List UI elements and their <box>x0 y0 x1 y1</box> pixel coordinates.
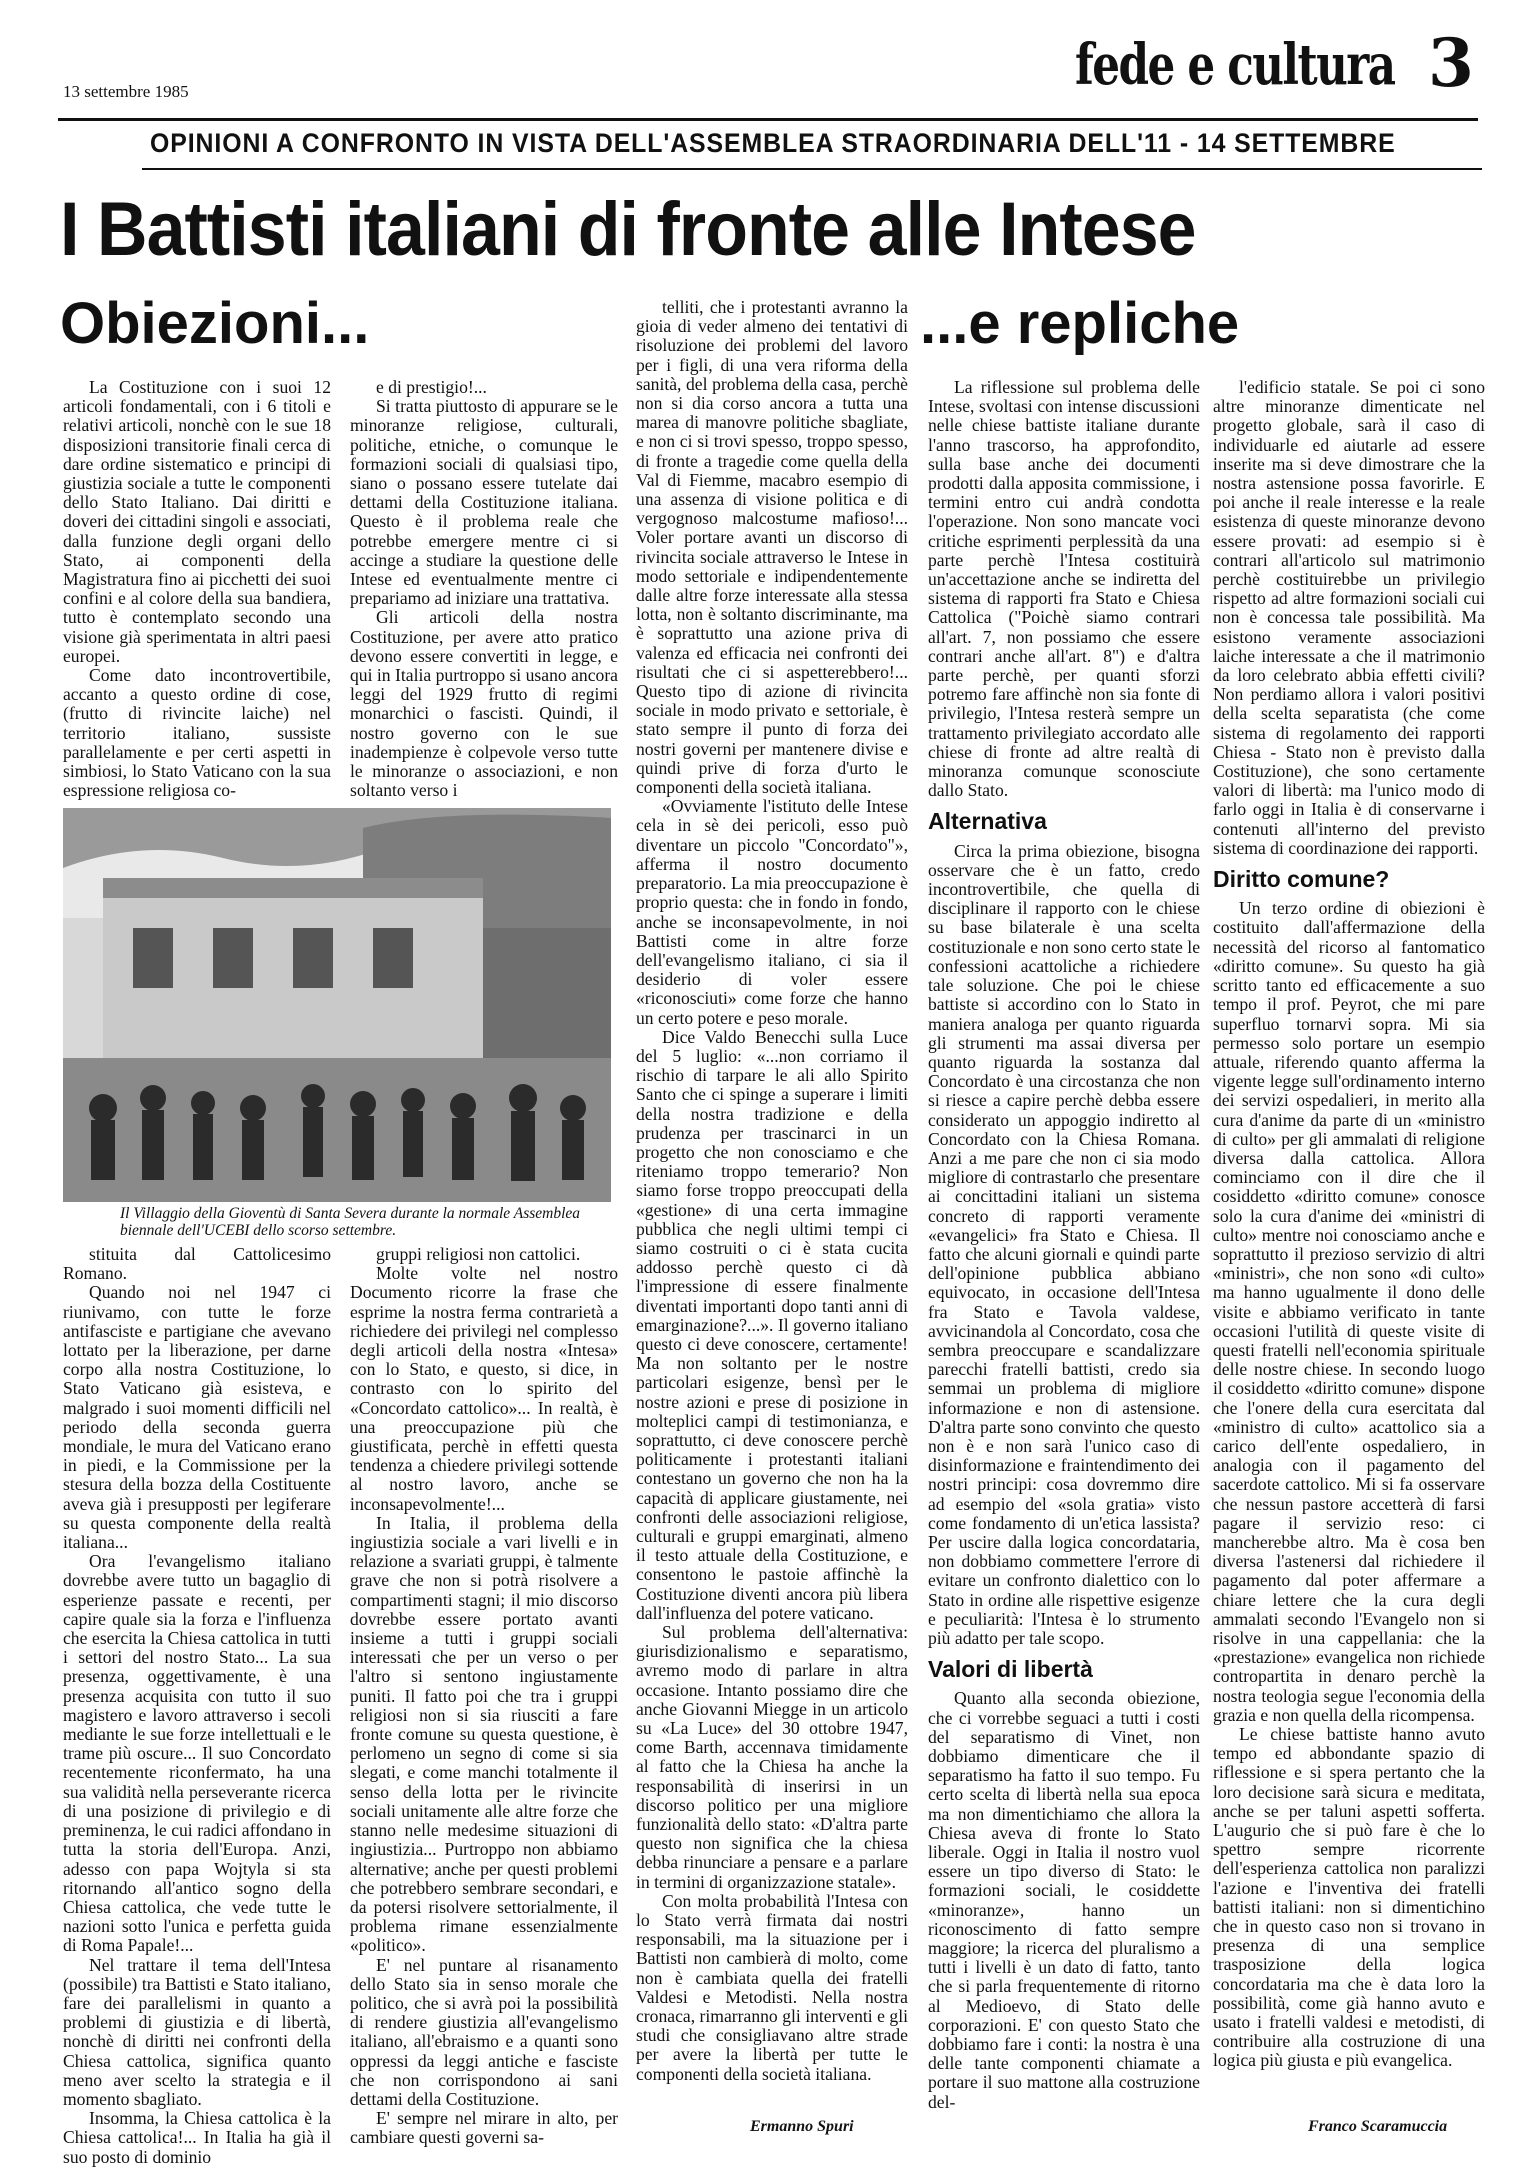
article-right-col5 <box>1213 378 1485 2118</box>
heading-diritto-comune: Diritto comune? <box>1213 866 1390 893</box>
subtitle-obiezioni: Obiezioni... <box>60 291 370 356</box>
article-right-col4 <box>928 378 1200 2158</box>
paragraph: Quanto alla seconda obiezione, che ci vorrebbe seguaci a tutti i costi del separatismo di Vinet, non dobbiamo dimenticare che il separatismo ha fatto il suo tempo. Fu certo scelta di libertà nella sua epoca ma non dimentichiamo che allora la Chiesa aveva di fronte lo Stato liberale. Oggi in Italia il nostro vuol essere un tipo diverso di Stato: le formazioni sociali, le cosiddette «minoranze», hanno un riconoscimento di fatto sempre maggiore; la ricerca del pluralismo a tutti i livelli è un dato di fatto, tanto che si parla frequentemente di ritorno al Medioevo, di Stato delle corporazioni. E' con questo Stato che dobbiamo fare i conti: la nostra è una delle tante componenti chiamate a portare il suo mattone alla costruzione del- <box>928 1688 1200 2112</box>
signature-spuri: Ermanno Spuri <box>750 2118 854 2135</box>
paragraph: Nel trattare il tema dell'Intesa (possibile) tra Battisti e Stato italiano, fare dei parallelismi in quanto a problemi di giustizia e di libertà, nonchè di diritti nei confronti della Chiesa cattolica, significa quanto meno aver scelto la strategia e il momento sbagliato. <box>63 1954 331 2109</box>
photo-caption: Il Villaggio della Gioventù di Santa Severa durante la normale Assemblea biennale dell'UCEBI dello scorso settembre. <box>120 1205 581 1239</box>
paragraph: E' nel puntare al risanamento dello Stato sia in senso morale che politico, che si avrà poi la possibilità di rendere giustizia all'evangelismo italiano, all'ebraismo e a quanti sono oppressi da leggi antiche e fasciste che non corrispondono ai sani dettami della Costituzione. <box>350 1954 618 2109</box>
paragraph: stituita dal Cattolicesimo Romano. <box>63 1244 331 1284</box>
article-left-col1-top <box>63 377 331 801</box>
issue-date: 13 settembre 1985 <box>63 82 189 101</box>
paragraph: Sul problema dell'alternativa: giurisdizionalismo e separatismo, avremo modo di parlare in altra occasione. Intanto possiamo dire che anche Giovanni Miegge in un articolo su «La Luce» del 30 ottobre 1947, come Barth, accennava timidamente al fatto che la Chiesa ha anche la responsabilità di inserirsi in un discorso politico per una migliore funzionalità dello stato: «D'altra parte questo non significa che la chiesa debba rinunciare a pensare e a parlare in termini di organizzazione statale». <box>636 1622 908 1892</box>
paragraph: Un terzo ordine di obiezioni è costituito dall'affermazione della necessità del ricorso al fantomatico «diritto comune». Su questo ha già scritto tanto ed efficacemente a suo tempo il prof. Peyrot, che mi pare superfluo tornarvi sopra. Mi sia permesso solo portare un esempio attuale, riferendo quanto afferma la vigente legge sull'ordinamento interno dei servizi ospedalieri, in merito alla cura d'anime da parte di un «ministro di culto» per gli ammalati di religione diversa dalla cattolica. Allora cominciamo con il dire che il cosiddetto «diritto comune» conosce solo la cura d'anime dei «ministri di culto» mentre noi conosciamo anche e soprattutto il prezioso servizio di altri «ministri», che non sono «di culto» ma hanno ugualmente il dono delle visite e abbiamo verificato in tante occasioni l'utilità di queste visite di questi fratelli nell'economia spirituale delle nostre chiese. In secondo luogo il cosiddetto «diritto comune» dispone che l'onere della cura esercitata dal «ministro di culto» acattolico sia a carico dell'ente ospedaliero, in analogia con il pagamento del sacerdote cattolico. Mi si fa osservare che nessun pastore accetterà di farsi pagare il servizio reso: ci mancherebbe altro. Ma è cosa ben diversa l'astenersi dal richiedere il pagamento dal poter affermare a chiare lettere che la cura degli ammalati secondo l'Evangelo non si risolve in una cappellania: che la «prestazione» evangelica non richiede contropartita in denaro perchè la nostra teologia segue l'economia della grazia e non quella della ricompensa. <box>1213 898 1485 1725</box>
paragraph: «Ovviamente l'istituto delle Intese cela in sè dei pericoli, esso può diventare un piccolo "Concordato"», afferma il nostro documento preparatorio. La mia preoccupazione è proprio questa: che in fondo in fondo, anche se inconsapevolmente, in noi Battisti come in altre forze dell'evangelismo italiano, ci sia il desiderio di voler essere «riconosciuti» come forze che hanno un certo potere e peso morale. <box>636 796 908 1028</box>
paragraph: Insomma, la Chiesa cattolica è la Chiesa cattolica!... In Italia ha già il suo posto di dominio <box>63 2108 331 2167</box>
signature-scaramuccia: Franco Scaramuccia <box>1308 2118 1448 2135</box>
article-left-col2-bottom <box>350 1244 618 2148</box>
paragraph: Quando noi nel 1947 ci riunivamo, con tutte le forze antifasciste e partigiane che avevano lottato per la liberazione, per darne corpo alla nostra Costituzione, lo Stato Vaticano già esisteva, e malgrado i suoi momenti difficili nel periodo della seconda guerra mondiale, le mura del Vaticano erano in piedi, e la Commissione per la stesura della bozza della Costituente aveva già i presupposti per legiferare su questa componente della realtà italiana... <box>63 1282 331 1553</box>
page-number: 3 <box>1428 24 1474 102</box>
photo-youth-village <box>63 808 611 1202</box>
paragraph: l'edificio statale. Se poi ci sono altre minoranze dimenticate nel progetto globale, sarà il caso di individuarle ed aiutarle ad essere inserite ma si deve dimostrare che la nostra astensione possa favorirle. E poi anche il reale interesse e la reale esistenza di queste minoranze devono essere provati: ad esempio si è contrari all'articolo sul matrimonio perchè costituirebbe un privilegio rispetto ad altre formazioni sociali cui non è concessa tale possibilità. Ma esistono veramente associazioni laiche interessate a che il matrimonio da loro celebrato abbia effetti civili? Non perdiamo allora i valori positivi della scelta separatista (che come sistema di regolamento dei rapporti Chiesa - Stato non è previsto dalla Costituzione), che sono certamente valori di libertà: ma l'unico modo di farlo oggi in Italia è di conservarne i contenuti all'interno del previsto sistema di coordinazione dei rapporti. <box>1213 377 1485 858</box>
paragraph: telliti, che i protestanti avranno la gioia di veder almeno dei tentativi di risoluzione dei problemi del lavoro per i figli, di una vera riforma della sanità, del problema della casa, perchè non si dia corso ancora a tutta una marea di manovre politiche sbagliate, e non ci si trovi spesso, troppo spesso, di fronte a tragedie come quella della Val di Fiemme, macabro esempio di una assenza di visione politica e di vergognoso malcostume mafioso!... Voler portare avanti un discorso di rivincita sociale attraverso le Intese in modo settoriale e indipendentemente dalle altre forze interessate alla stessa lotta, non è soltanto discriminante, ma è soprattutto una azione priva di valenza ed efficacia nei confronti dei risultati che ci si aspetterebbero!... Questo tipo di azione di rivincita sociale in modo privato e settoriale, è stato sempre il punto di forza dei nostri governi per mantenere divise e quindi prive di forza d'urto le componenti della società italiana. <box>636 297 908 798</box>
paragraph: gruppi religiosi non cattolici. <box>376 1244 581 1264</box>
paragraph: Molte volte nel nostro Documento ricorre la frase che esprime la nostra ferma contrarietà a richiedere dei privilegi nel complesso degli articoli della nostra «Intesa» con lo Stato, e questo, si dice, in contrasto con lo spirito del «Concordato cattolico»... In realtà, è una preoccupazione più che giustificata, perchè in effetti questa tendenza a chiedere privilegi sottende al nostro lavoro, anche se inconsapevolmente!... <box>350 1263 618 1514</box>
kicker-rule <box>142 168 1482 170</box>
article-left-col1-bottom <box>63 1244 331 2167</box>
headline: I Battisti italiani di fronte alle Intese <box>60 187 1196 272</box>
paragraph: Ora l'evangelismo italiano dovrebbe avere tutto un bagaglio di esperienze passate e recenti, per capire quale sia la forza e l'influenza che esercita la Chiesa cattolica in tutti i settori del nostro Stato... La sua presenza, oggettivamente, è una presenza acquisita con tutto il suo magistero e lavoro attraverso i secoli mediante le sue forze intellettuali e le trame più oscure... Il suo Concordato recentemente riconfermato, ha una sua validità nella perseverante ricerca di una posizione di privilegio e di preminenza, le cui radici affondano in tutta la storia dell'Europa. Anzi, adesso con papa Wojtyla si sta ritornando all'antico sogno della Chiesa cattolica, che vede tutte le nazioni sotto l'unica e perfetta guida di Roma Papale!... <box>63 1551 331 1956</box>
paragraph: E' sempre nel mirare in alto, per cambiare questi governi sa- <box>350 2108 618 2148</box>
paragraph: Le chiese battiste hanno avuto tempo ed abbondante spazio di riflessione e si spera pertanto che la loro decisione sarà sicura e meditata, anche se per taluni aspetti sofferta. L'augurio che si può fare è che lo spettro sempre ricorrente dell'esperienza cattolica non paralizzi l'azione e l'inventiva dei fratelli battisti italiani: non si dimentichino che in questo caso non si trovano in presenza di una semplice trasposizione della logica concordataria ma che è data loro la possibilità, come già hanno avuto e usato i fratelli valdesi e metodisti, di contribuire alla costruzione di una logica più giusta e più evangelica. <box>1213 1724 1485 2071</box>
paragraph: In Italia, il problema della ingiustizia sociale a vari livelli e in relazione a svariati gruppi, è talmente grave che non si potrà risolvere a compartimenti stagni; il mio discorso dovrebbe essere portato avanti insieme a tutti i gruppi sociali interessati che per un verso o per l'altro si sentono ingiustamente puniti. Il fatto poi che tra i gruppi religiosi non si sia riusciti a fare fronte comune su questa questione, è perlomeno un segno di come si sia slegati, e come manchi totalmente il senso della lotta per le rivincite sociali unitamente alle altre forze che stanno nelle medesime situazioni di ingiustizia... Purtroppo non abbiamo alternative; anche per questi problemi che potrebbero sembrare secondari, e da potersi risolvere settorialmente, il problema rimane essenzialmente «politico». <box>350 1512 618 1956</box>
photo-illustration <box>63 808 611 1202</box>
paragraph: Con molta probabilità l'Intesa con lo Stato verrà firmata dai nostri responsabili, ma la situazione per i Battisti non cambierà di molto, come non è cambiata quella dei fratelli Valdesi e Metodisti. Nella nostra cronaca, rimarranno gli interventi e gli studi che consigliavano altre strade per avere la libertà per tutte le componenti della società italiana. <box>636 1890 908 2084</box>
header-rule <box>58 118 1478 121</box>
paragraph: La riflessione sul problema delle Intese, svoltasi con intense discussioni nelle chiese battiste italiane durante l'anno trascorso, ha approfondito, sulla base anche dei documenti prodotti dalla apposita commissione, i termini entro cui andrà condotta l'operazione. Non sono mancate voci critiche esprimenti perplessità da una parte perchè l'Intesa costituirà un'accettazione anche se indiretta del sistema di rapporti fra Stato e Chiesa Cattolica ("Poichè siamo contrari all'art. 7, non possiamo che essere contrari anche all'art. 8") e d'altra parte perchè, per quanti sforzi potremo fare affinchè non sia fonte di privilegio, l'Intesa resterà sempre un trattamento privilegiato accordato alle chiese di fronte ad altre realtà di minoranza comunque sconosciute dallo Stato. <box>928 377 1200 801</box>
paragraph: Gli articoli della nostra Costituzione, per avere atto pratico devono essere convertiti in legge, e qui in Italia purtroppo si usano ancora leggi del 1929 frutto di regimi monarchici o fascisti. Quindi, il nostro governo con le sue inadempienze è colpevole verso tutte le minoranze o associazioni, e non soltanto verso i <box>350 607 618 801</box>
paragraph: Dice Valdo Benecchi sulla Luce del 5 luglio: «...non corriamo il rischio di tarpare le ali allo Spirito Santo che ci spinge a superare i limiti della nostra tradizione e della prudenza per trascinarci in un progetto che non conosciamo e che riteniamo troppo temerario? Non siamo forse troppo preoccupati della «gestione» di una certa immagine pubblica che negli ultimi tempi ci siamo costruiti o ci è stata cucita addosso perchè questo ci dà l'impressione di essere finalmente diventati importanti dopo tanti anni di emarginazione?...». Il governo italiano questo ci deve conoscere, certamente! Ma non soltanto per le nostre particolari esigenze, bensì per le nostre azioni e prese di posizione in molteplici campi di testimonianza, e soprattutto, ci deve conoscere perchè politicamente i protestanti italiani contestano un governo che non ha la capacità di applicare giustamente, nei confronti delle associazioni religiose, culturali e gruppi emarginati, almeno il testo attuale della Costituzione, e consentono le pastoie affinchè la Costituzione diventi ancora più libera dall'influenza del potere vaticano. <box>636 1026 908 1623</box>
paragraph: e di prestigio!... <box>376 377 487 397</box>
paragraph: Si tratta piuttosto di appurare se le minoranze religiose, culturali, politiche, etniche, o comunque le formazioni sociali di qualsiasi tipo, siano o possano essere tutelate dai dettami della Costituzione italiana. Questo è il problema reale che potrebbe emergere mentre ci si accinge a studiare la questione delle Intese ed eventualmente mentre ci prepariamo ad iniziare una trattativa. <box>350 396 618 609</box>
article-left-col2-top <box>350 377 618 801</box>
subtitle-repliche: ...e repliche <box>920 291 1240 356</box>
kicker: OPINIONI A CONFRONTO IN VISTA DELL'ASSEMBLEA STRAORDINARIA DELL'11 - 14 SETTEMBRE <box>150 128 1396 158</box>
paragraph: La Costituzione con i suoi 12 articoli fondamentali, con i 6 titoli e relativi articoli, nonchè con le sue 18 disposizioni transitorie finali cerca di dare ordine sistematico e principi di giustizia sociale a tutte le componenti dello Stato Italiano. Dai diritti e doveri dei cittadini singoli e associati, dalla funzione degli organi dello Stato, ai componenti della Magistratura fino ai picchetti dei suoi confini e al colore della sua bandiera, tutto è contemplato secondo una visione già sperimentata in altri paesi europei. <box>63 377 331 666</box>
section-title: fede e cultura <box>1075 32 1395 98</box>
heading-valori-di-liberta: Valori di libertà <box>928 1656 1093 1683</box>
paragraph: Circa la prima obiezione, bisogna osservare che è un fatto, credo incontrovertibile, che quella di disciplinare il rapporto con le chiese su base bilaterale è una scelta costituzionale e non sono certo state le confessioni acattoliche a richiedere tale soluzione. Che poi le chiese battiste si accordino con lo Stato in maniera analoga per quanto riguarda gli strumenti ma assai diversa per quanto riguarda la sostanza dal Concordato è una circostanza che non si riesce a capire perchè debba essere considerato un appoggio indiretto al Concordato con la Chiesa Romana. Anzi a me pare che non ci sia modo migliore di contrastarlo che presentare ai concittadini italiani un sistema concreto di rapporti veramente «evangelici» fra Stato e Chiesa. Il fatto che alcuni giornali e quindi parte dell'opinione pubblica abbiano equivocato, in occasione dell'Intesa fra Stato e Tavola valdese, avvicinandola al Concordato, cosa che sembra preoccupare e scandalizzare parecchi fratelli battisti, credo sia semmai un problema di migliore informazione e non di astensione. D'altra parte sono convinto che questo non è e non sarà l'unico caso di disinformazione e fraintendimento dei nostri principi: cosa dovremmo dire ad esempio del «sola gratia» visto come fondamento di un'etica lassista? Per uscire dalla logica concordataria, non dobbiamo commettere l'errore di evitare un confronto dialettico con lo Stato in ordine alle rispettive esigenze e peculiarità: l'Intesa è lo strumento più adatto per tale scopo. <box>928 840 1200 1648</box>
paragraph: Come dato incontrovertibile, accanto a questo ordine di cose, (frutto di rivincite laiche) nel territorio italiano, sussiste parallelamente e per certi aspetti in simbiosi, lo Stato Vaticano con la sua espressione religiosa co- <box>63 665 331 801</box>
heading-alternativa: Alternativa <box>928 808 1047 835</box>
article-left-col3 <box>636 298 908 2113</box>
